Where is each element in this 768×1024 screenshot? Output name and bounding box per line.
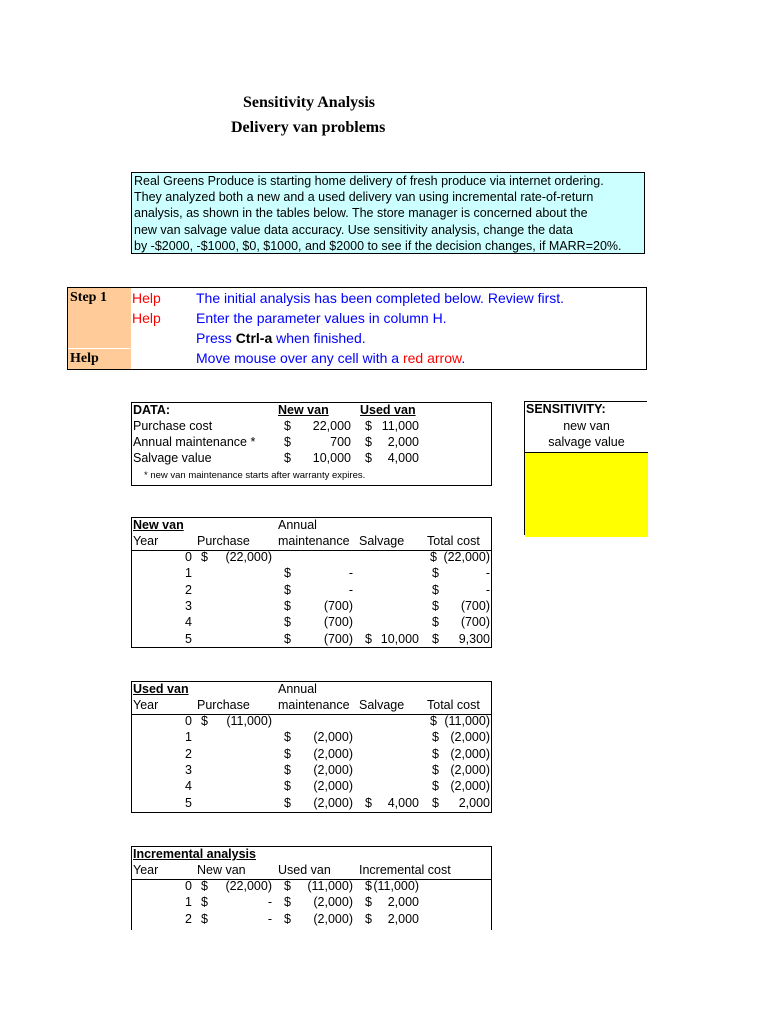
instruction-4 [196,348,465,368]
step1-label: Step 1 [68,288,131,308]
currency-sign: $ [284,566,291,581]
total-cost-cell[interactable]: (2,000) [450,762,490,777]
currency-sign: $ [201,714,208,728]
col-salvage: Salvage [359,698,405,712]
intro-line: They analyzed both a new and a used delivery van using incremental rate-of-return [134,190,594,205]
col-year: Year [133,863,159,877]
currency-sign: $ [432,762,439,777]
salvage-cell[interactable]: 4,000 [387,795,419,810]
currency-sign: $ [284,762,291,777]
total-cost-cell[interactable]: (11,000) [444,714,490,728]
incremental-cost-cell[interactable]: 2,000 [387,895,419,910]
intro-line: by -$2000, -$1000, $0, $1000, and $2000 to see if the decision changes, if MARR=20%. [134,238,622,253]
currency-sign: $ [365,451,372,465]
col-total-cost: Total cost [427,534,480,548]
year-cell: 0 [185,879,192,893]
total-cost-cell[interactable]: (700) [460,615,490,630]
col-purchase: Purchase [197,534,250,548]
maintenance-cell[interactable]: - [348,582,353,597]
sensitivity-header: SENSITIVITY: [526,402,606,416]
year-cell: 2 [185,911,192,926]
maintenance-cell[interactable]: (2,000) [313,795,353,810]
currency-sign: $ [365,879,372,893]
currency-sign: $ [432,795,439,810]
row-label: Annual maintenance * [133,435,256,449]
currency-sign: $ [284,615,291,630]
incremental-table [131,846,492,930]
col-new-van: New van [197,863,246,877]
currency-sign: $ [201,879,208,893]
maintenance-cell[interactable]: (2,000) [313,746,353,761]
currency-sign: $ [201,911,208,926]
currency-sign: $ [432,631,439,646]
new-van-cell[interactable]: - [267,911,272,926]
currency-sign: $ [284,895,291,910]
table-header: New van [133,518,184,532]
currency-sign: $ [284,879,291,893]
col-maintenance: maintenance [278,534,350,548]
currency-sign: $ [284,779,291,794]
col-annual: Annual [278,682,317,696]
red-arrow-text: red arrow [402,350,462,366]
currency-sign: $ [284,598,291,613]
year-cell: 1 [185,566,192,581]
total-cost-cell[interactable]: - [485,582,490,597]
currency-sign: $ [365,631,372,646]
instruction-1: The initial analysis has been completed below. Review first. [196,290,565,306]
help-label: Help [68,349,131,369]
year-cell: 2 [185,582,192,597]
row-label: Purchase cost [133,419,213,433]
help-link-2[interactable]: Help [132,310,161,326]
year-cell: 4 [185,615,192,630]
year-cell: 0 [185,714,192,728]
col-maintenance: maintenance [278,698,350,712]
currency-sign: $ [284,746,291,761]
currency-sign: $ [430,714,437,728]
sensitivity-line1: new van [563,419,610,433]
salvage-cell[interactable]: 10,000 [380,631,419,646]
col-used-van: Used van [278,863,331,877]
data-table [131,402,492,486]
cell-value[interactable]: 11,000 [381,419,419,433]
currency-sign: $ [430,550,437,564]
cell-value[interactable]: 4,000 [387,451,419,465]
table-header: Incremental analysis [133,847,256,861]
new-van-cell[interactable]: (22,000) [225,879,272,893]
cell-value[interactable]: 10,000 [312,451,351,465]
currency-sign: $ [432,730,439,745]
page-subtitle: Delivery van problems [231,119,386,136]
maintenance-cell[interactable]: (2,000) [313,730,353,745]
year-cell: 1 [185,730,192,745]
total-cost-cell[interactable]: 2,000 [458,795,490,810]
new-van-table [131,517,492,648]
currency-sign: $ [284,451,291,465]
instruction-3 [196,328,366,348]
total-cost-cell[interactable]: (700) [460,598,490,613]
used-van-table [131,681,492,813]
help-link-1[interactable]: Help [132,290,161,306]
instruction-2: Enter the parameter values in column H. [196,310,447,326]
sensitivity-box [524,401,647,535]
total-cost-cell[interactable]: (2,000) [450,746,490,761]
intro-box [131,172,645,254]
cell-value[interactable]: 2,000 [387,435,419,449]
instruction-4-pre: Move mouse over any cell with a [196,350,403,366]
currency-sign: $ [201,895,208,910]
maintenance-cell[interactable]: (700) [323,615,353,630]
intro-line: new van salvage value data accuracy. Use sensitivity analysis, change the data [134,222,573,237]
col-year: Year [133,698,159,712]
instruction-3-post: when finished. [272,330,366,346]
cell-value[interactable]: 22,000 [312,419,351,433]
year-cell: 2 [185,746,192,761]
warranty-note: * new van maintenance starts after warranty expires. [144,470,366,481]
step-label-fill [68,308,131,348]
year-cell: 5 [185,631,192,646]
total-cost-cell[interactable]: (2,000) [450,779,490,794]
instructions-box [67,287,647,370]
col-total-cost: Total cost [427,698,480,712]
intro-line: analysis, as shown in the tables below. The store manager is concerned about the [134,206,588,221]
used-van-cell[interactable]: (2,000) [313,895,353,910]
used-van-cell[interactable]: (11,000) [307,879,353,893]
currency-sign: $ [365,795,372,810]
maintenance-cell[interactable]: (2,000) [313,762,353,777]
year-cell: 5 [185,795,192,810]
intro-line: Real Greens Produce is starting home delivery of fresh produce via internet ordering. [134,174,604,188]
currency-sign: $ [365,435,372,449]
maintenance-cell[interactable]: (700) [323,631,353,646]
maintenance-cell[interactable]: (700) [323,598,353,613]
currency-sign: $ [284,582,291,597]
year-cell: 1 [185,895,192,910]
table-header: Used van [133,682,189,696]
col-year: Year [133,534,159,548]
row-label: Salvage value [133,451,212,465]
currency-sign: $ [365,419,372,433]
year-cell: 3 [185,598,192,613]
purchase-cell[interactable]: (22,000) [225,550,272,564]
currency-sign: $ [284,419,291,433]
page-title: Sensitivity Analysis [243,94,376,111]
col-incremental-cost: Incremental cost [359,863,451,877]
data-header: DATA: [133,403,171,417]
col-new-van: New van [278,403,329,417]
total-cost-cell[interactable]: (22,000) [443,550,490,564]
currency-sign: $ [201,550,208,564]
currency-sign: $ [432,582,439,597]
cell-value[interactable]: 700 [330,435,351,449]
currency-sign: $ [284,795,291,810]
currency-sign: $ [432,615,439,630]
currency-sign: $ [432,779,439,794]
total-cost-cell[interactable]: - [485,566,490,581]
total-cost-cell[interactable]: (2,000) [450,730,490,745]
col-used-van: Used van [360,403,416,417]
col-salvage: Salvage [359,534,405,548]
shortcut-key: Ctrl-a [235,330,273,346]
purchase-cell[interactable]: (11,000) [226,714,272,728]
sensitivity-line2: salvage value [548,435,625,449]
col-annual: Annual [278,518,317,532]
maintenance-cell[interactable]: - [348,566,353,581]
incremental-cost-cell[interactable]: 2,000 [387,911,419,926]
year-cell: 0 [185,550,192,564]
total-cost-cell[interactable]: 9,300 [458,631,490,646]
new-van-cell[interactable]: - [267,895,272,910]
currency-sign: $ [432,598,439,613]
currency-sign: $ [284,911,291,926]
currency-sign: $ [365,895,372,910]
maintenance-cell[interactable]: (2,000) [313,779,353,794]
col-purchase: Purchase [197,698,250,712]
currency-sign: $ [284,435,291,449]
currency-sign: $ [284,730,291,745]
used-van-cell[interactable]: (2,000) [313,911,353,926]
currency-sign: $ [432,566,439,581]
currency-sign: $ [365,911,372,926]
currency-sign: $ [432,746,439,761]
currency-sign: $ [284,631,291,646]
sensitivity-input-cell[interactable] [525,452,648,537]
instruction-4-post: . [461,350,466,366]
year-cell: 4 [185,779,192,794]
instruction-3-pre: Press [196,330,236,346]
incremental-cost-cell[interactable]: (11,000) [373,879,419,893]
year-cell: 3 [185,762,192,777]
